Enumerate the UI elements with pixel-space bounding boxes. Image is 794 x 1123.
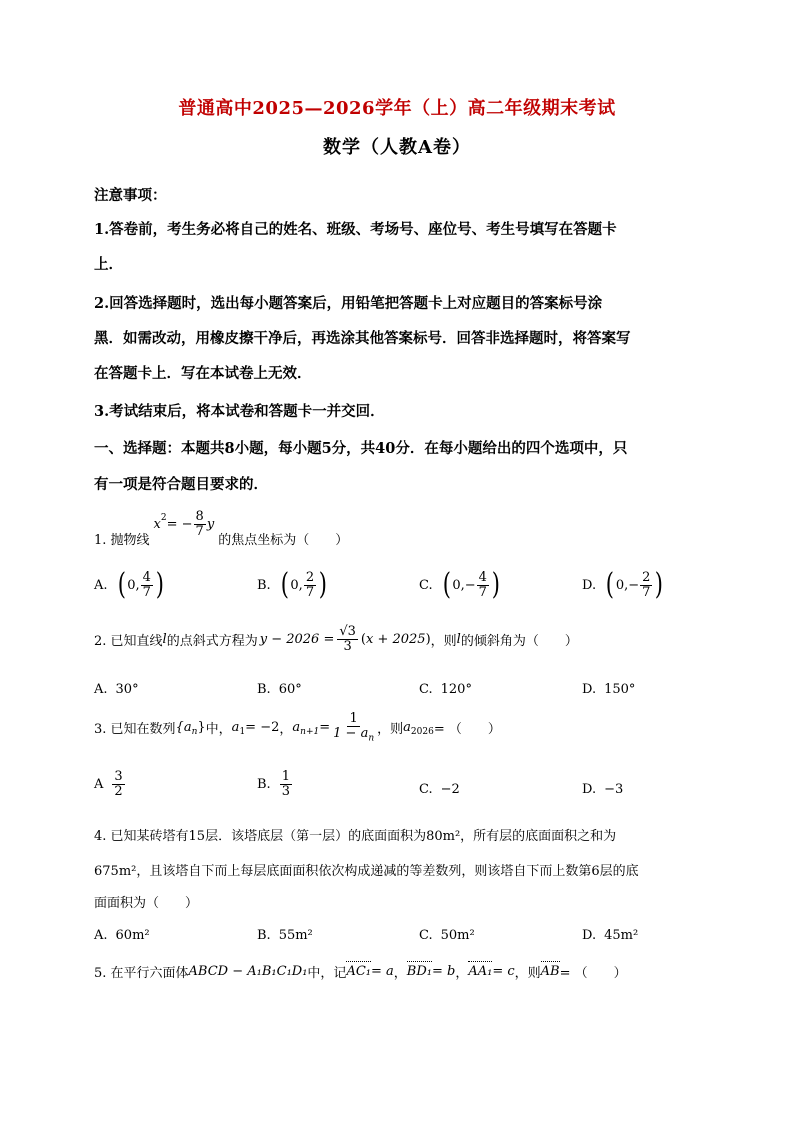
- option-label: C.: [419, 782, 433, 797]
- q3-a2026: a: [403, 720, 411, 736]
- option-value: ( 0, $\frac{4}{7}$ ): [117, 567, 164, 602]
- q4-option-d[interactable]: [582, 928, 638, 943]
- q1-eq-mid: = −: [166, 516, 193, 532]
- q3-a1-sub: 1: [239, 726, 246, 737]
- option-label: D.: [582, 682, 597, 697]
- option-value: −2: [440, 782, 460, 797]
- coord-fraction: [640, 571, 652, 599]
- q1-option-d[interactable]: [582, 567, 665, 602]
- option-label: A: [94, 776, 104, 792]
- q1-eq-x: x: [153, 516, 161, 532]
- q1-option-b[interactable]: [257, 567, 329, 602]
- q3-seq-sub: n: [191, 726, 198, 737]
- option-value: ( 0, − $\frac{2}{7}$ ): [605, 567, 664, 602]
- q5-solid: ABCD − A₁B₁C₁D₁: [188, 964, 308, 979]
- q3-mid2: ，则: [377, 722, 404, 738]
- q1-prefix: 1. 抛物线: [94, 533, 150, 549]
- q1-option-c[interactable]: [419, 567, 502, 602]
- notice-item2-line3: 在答题卡上．写在本试卷上无效．: [94, 365, 312, 382]
- option-label: A.: [94, 577, 108, 593]
- q2-close-paren: ): [425, 631, 431, 647]
- q3-suffix: = （ ）: [433, 722, 501, 738]
- q3-eq: =: [319, 720, 331, 736]
- option-label: B.: [257, 776, 271, 792]
- q5-vector-aa1: AA₁: [468, 964, 493, 979]
- frac-num: 3: [114, 769, 123, 784]
- notice-item2-line2: 黑．如需改动，用橡皮擦干净后，再选涂其他答案标号．回答非选择题时，将答案写: [94, 330, 631, 347]
- option-value: 30°: [115, 682, 139, 697]
- option-label: D.: [582, 782, 597, 797]
- frac-den: 7: [305, 584, 315, 600]
- q2-frac-den: 3: [343, 638, 352, 654]
- option-label: C.: [419, 682, 433, 697]
- q2-option-b[interactable]: [257, 682, 302, 697]
- q1-frac-num: 8: [195, 509, 204, 524]
- q2-prefix: 2. 已知直线: [94, 633, 163, 649]
- q3-frac-den: [331, 727, 376, 744]
- q5-v3-eq: = c: [492, 964, 515, 979]
- question-4-line2: 675m²，且该塔自下而上每层底面面积依次构成递减的等差数列，则该塔自下而上数第6层的底: [94, 864, 639, 879]
- option-label: C.: [419, 928, 433, 943]
- q3-an1-sub: n+1: [300, 726, 320, 737]
- q2-option-d[interactable]: [582, 682, 635, 697]
- question-2: [94, 625, 578, 653]
- coord-first: 0,: [290, 577, 303, 593]
- frac-den: 3: [281, 783, 290, 799]
- q4-option-a[interactable]: [94, 928, 150, 943]
- q2-option-a[interactable]: [94, 682, 139, 697]
- frac-den: 7: [642, 584, 651, 600]
- q4-option-b[interactable]: [257, 928, 313, 943]
- option-value: 120°: [440, 682, 472, 697]
- q2-eq-fraction: [337, 625, 358, 653]
- question-1: [94, 510, 348, 550]
- q5-sep-1: ，: [393, 966, 407, 981]
- q2-line-l: l: [162, 631, 167, 647]
- q2-option-c[interactable]: [419, 682, 472, 697]
- q3-prefix: 3. 已知在数列: [94, 722, 176, 738]
- coord-first: 0,: [127, 577, 140, 593]
- exam-subtitle: 数学（人教A卷）: [323, 137, 471, 158]
- option-value: 150°: [604, 682, 636, 697]
- question-3: [94, 712, 501, 744]
- coord-fraction: [304, 571, 316, 599]
- notice-item1-line1: 1.答卷前，考生务必将自己的姓名、班级、考场号、座位号、考生号填写在答题卡: [94, 221, 617, 238]
- q3-seq-close: }: [197, 720, 206, 736]
- q5-v1-eq: = a: [370, 964, 394, 979]
- q5-vector-ac1: AC₁: [346, 964, 371, 979]
- q2-mid1: 的点斜式方程为: [166, 633, 258, 649]
- q1-option-a[interactable]: [94, 567, 166, 602]
- coord-sign: −: [628, 577, 640, 593]
- option-value: ( 0, $\frac{2}{7}$ ): [280, 567, 328, 602]
- q3-a2026-sub: 2026: [410, 726, 434, 737]
- q2-suffix: 的倾斜角为（ ）: [460, 633, 578, 649]
- q2-frac-num: √3: [339, 624, 356, 639]
- option-value: 55m²: [278, 928, 313, 943]
- q5-prefix: 5. 在平行六面体: [94, 966, 189, 981]
- option-value: 60m²: [115, 928, 150, 943]
- q3-frac-den-text: 1 − a: [333, 725, 369, 741]
- notice-heading: 注意事项：: [94, 187, 167, 204]
- q3-mid1: 中，: [205, 722, 232, 738]
- q1-eq-fraction: [194, 510, 206, 538]
- q1-eq-sup: 2: [160, 513, 167, 524]
- frac-num: 4: [478, 569, 487, 585]
- exam-title: 普通高中2025—2026学年（上）高二年级期末考试: [178, 98, 616, 119]
- q1-frac-den: 7: [195, 523, 204, 539]
- question-4-line1: 4. 已知某砖塔有15层．该塔底层（第一层）的底面面积为80m²，所有层的底面面积之和为: [94, 829, 617, 844]
- q3-a1: a: [231, 720, 240, 736]
- q5-mid2: ，则: [514, 966, 541, 981]
- q2-paren-content: x + 2025: [366, 631, 426, 647]
- q5-vector-ab: AB: [540, 964, 560, 979]
- q1-suffix: 的焦点坐标为（ ）: [218, 533, 349, 549]
- frac-den: 7: [478, 584, 487, 600]
- q1-equation: [154, 510, 215, 538]
- option-label: D.: [582, 577, 597, 593]
- coord-fraction: [477, 571, 489, 599]
- frac-num: 2: [642, 569, 651, 585]
- option-label: A.: [94, 682, 108, 697]
- frac-num: 4: [142, 569, 151, 585]
- notice-item2-line1: 2.回答选择题时，选出每小题答案后，用铅笔把答题卡上对应题目的答案标号涂: [94, 295, 603, 312]
- question-4-line3: 面面积为（ ）: [94, 896, 199, 911]
- option-value: 60°: [278, 682, 302, 697]
- frac-den: 7: [142, 584, 151, 600]
- q3-option-d[interactable]: [582, 782, 623, 797]
- option-value: −3: [604, 782, 624, 797]
- frac-num: 2: [305, 569, 315, 585]
- q5-vector-bd1: BD₁: [406, 964, 432, 979]
- q5-mid1: 中，记: [307, 966, 347, 981]
- q3-comma: ，: [279, 722, 293, 738]
- option-label: D.: [582, 928, 597, 943]
- q5-sep-2: ，: [455, 966, 469, 981]
- q3-recursion-fraction: [331, 712, 376, 744]
- coord-first: 0,: [452, 577, 465, 593]
- option-value: 45m²: [604, 928, 639, 943]
- option-value: ( 0, − $\frac{4}{7}$ ): [442, 567, 500, 602]
- option-label: B.: [257, 928, 271, 943]
- q2-eq-left: y − 2026 =: [259, 631, 335, 647]
- coord-first: 0,: [615, 577, 629, 593]
- coord-sign: −: [464, 577, 476, 593]
- frac-den: 2: [114, 783, 123, 799]
- q5-suffix: = （ ）: [559, 966, 627, 981]
- section1-heading-line1: 一、选择题：本题共8小题，每小题5分，共40分．在每小题给出的四个选项中，只: [94, 440, 628, 457]
- option-value: 50m²: [440, 928, 475, 943]
- option-label: A.: [94, 928, 108, 943]
- q3-a1-val: = −2: [245, 720, 280, 736]
- q3-option-c[interactable]: [419, 782, 460, 797]
- coord-fraction: [141, 571, 153, 599]
- q3-option-a[interactable]: [94, 770, 126, 798]
- option-label: B.: [257, 577, 271, 593]
- q3-an1: a: [292, 720, 301, 736]
- q1-eq-y: y: [206, 516, 215, 532]
- q4-option-c[interactable]: [419, 928, 475, 943]
- q5-v2-eq: = b: [431, 964, 456, 979]
- q2-open-paren: (: [360, 631, 366, 647]
- option-fraction: [280, 770, 292, 798]
- q3-seq: {a: [175, 720, 192, 736]
- frac-num: 1: [281, 769, 290, 784]
- notice-item3: 3.考试结束后，将本试卷和答题卡一并交回．: [94, 403, 385, 420]
- option-label: B.: [257, 682, 271, 697]
- q2-mid2: ，则: [430, 633, 457, 649]
- notice-item1-line2: 上．: [94, 256, 123, 273]
- q3-option-b[interactable]: [257, 770, 293, 798]
- section1-heading-line2: 有一项是符合题目要求的．: [94, 476, 268, 493]
- option-label: C.: [419, 577, 433, 593]
- question-5: [94, 962, 627, 981]
- q2-line-l-2: l: [456, 631, 461, 647]
- q3-frac-num: 1: [349, 711, 358, 726]
- option-fraction: [112, 770, 124, 798]
- q3-frac-den-sub: n: [368, 733, 375, 744]
